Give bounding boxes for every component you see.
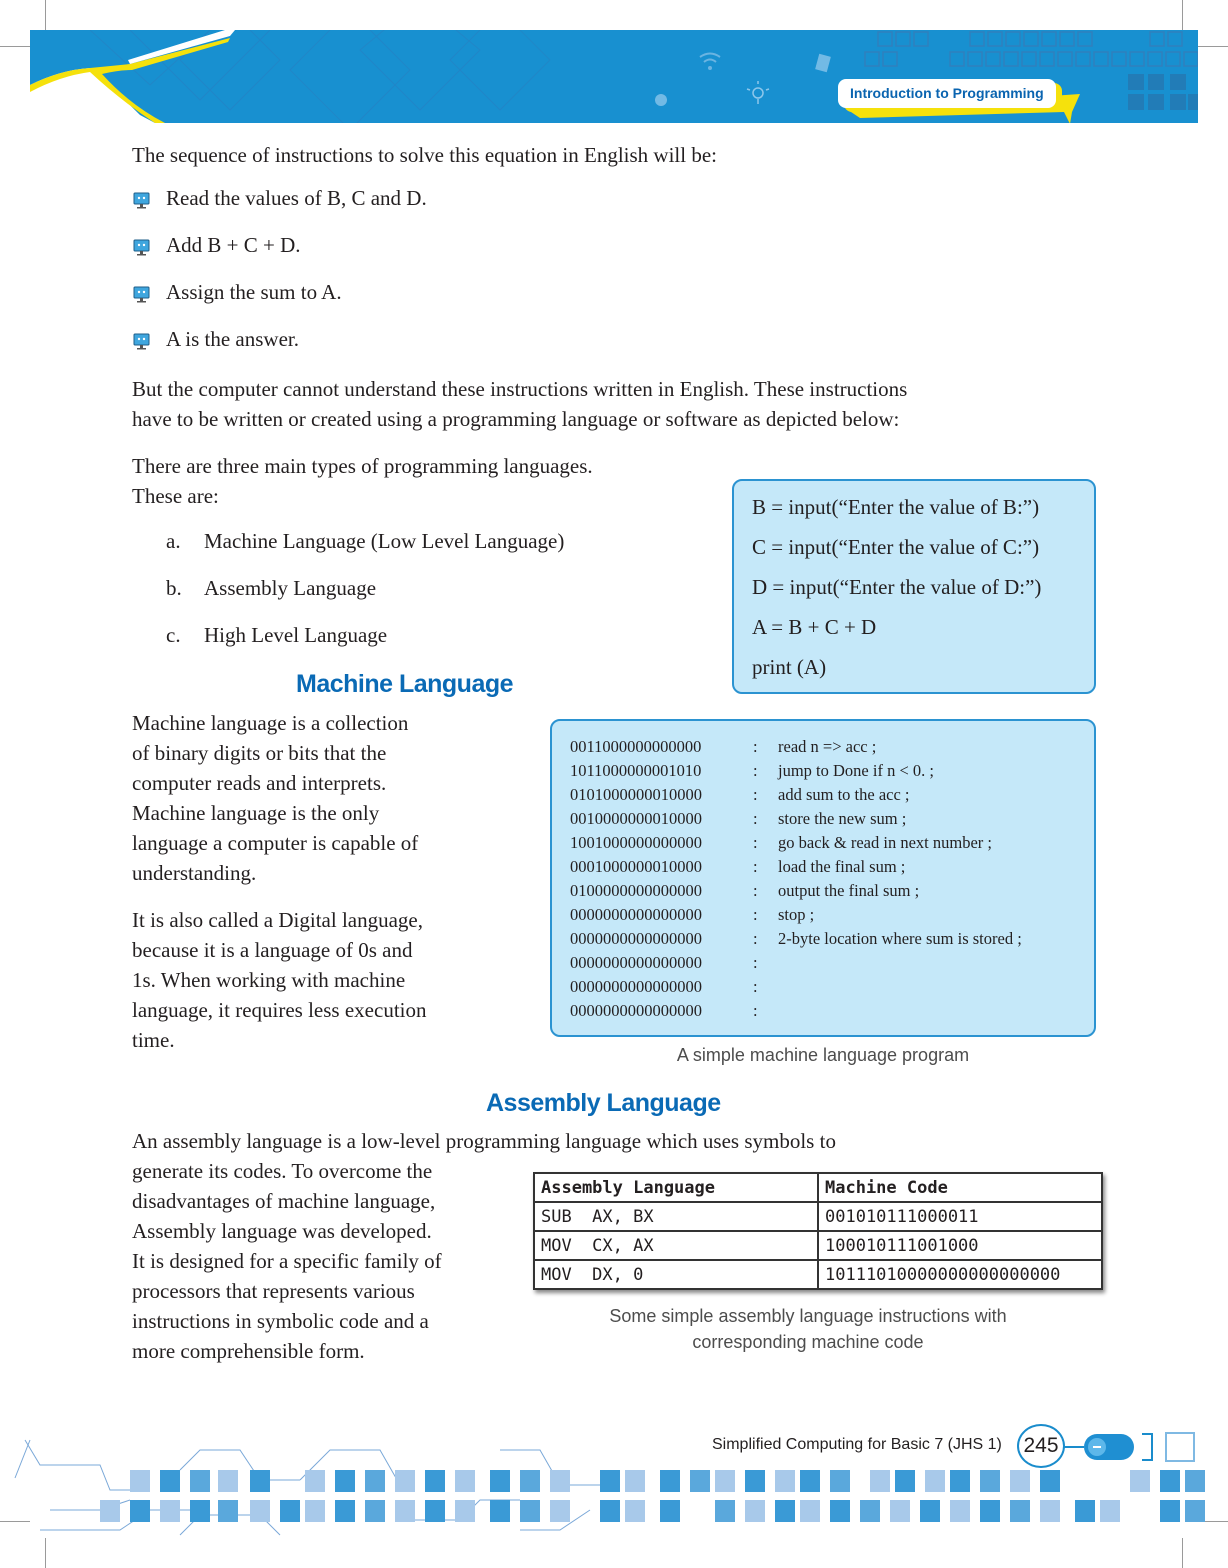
footer-square bbox=[1040, 1470, 1060, 1492]
table-cell: MOV DX, 0 bbox=[534, 1260, 818, 1289]
banner-decoration bbox=[30, 30, 1198, 123]
separator: : bbox=[753, 881, 758, 900]
code-comment: 2-byte location where sum is stored ; bbox=[778, 929, 1022, 948]
binary-code: 0000000000000000 bbox=[570, 953, 702, 972]
machine-code-row bbox=[570, 809, 906, 829]
computer-mascot-icon bbox=[132, 284, 152, 302]
footer-square bbox=[660, 1500, 680, 1522]
code-comment: jump to Done if n < 0. ; bbox=[778, 761, 934, 780]
footer-square bbox=[745, 1500, 765, 1522]
wifi-icon bbox=[700, 54, 720, 71]
globe-icon bbox=[655, 94, 667, 106]
machine-code-row bbox=[570, 833, 992, 853]
footer-square bbox=[190, 1500, 210, 1522]
page-number: 245 bbox=[1017, 1424, 1065, 1468]
footer-square bbox=[830, 1470, 850, 1492]
computer-paragraph-line: But the computer cannot understand these instructions written in English. These instructions bbox=[132, 377, 908, 401]
mouse-cable-icon bbox=[1062, 1430, 1202, 1466]
separator: : bbox=[753, 905, 758, 924]
computer-paragraph-line: have to be written or created using a programming language or software as depicted below: bbox=[132, 407, 900, 431]
machine-code-row bbox=[570, 737, 876, 757]
asm-para-line: instructions in symbolic code and a bbox=[132, 1309, 429, 1333]
footer-square bbox=[1160, 1470, 1180, 1492]
code-line: D = input(“Enter the value of D:”) bbox=[752, 575, 1042, 599]
machine-code-row bbox=[570, 977, 778, 997]
list-marker: b. bbox=[166, 576, 182, 600]
footer-square bbox=[800, 1500, 820, 1522]
code-comment: add sum to the acc ; bbox=[778, 785, 910, 804]
computer-mascot-icon bbox=[132, 331, 152, 349]
footer-square bbox=[305, 1470, 325, 1492]
footer-square bbox=[775, 1500, 795, 1522]
ml-para-line: Machine language is the only bbox=[132, 801, 380, 825]
table-cell: 001010111000011 bbox=[818, 1202, 1102, 1231]
footer-square bbox=[950, 1500, 970, 1522]
footer-square bbox=[335, 1470, 355, 1492]
binary-code: 0000000000000000 bbox=[570, 1001, 702, 1020]
step-list-item bbox=[132, 186, 427, 211]
footer-square bbox=[520, 1500, 540, 1522]
footer-square bbox=[395, 1470, 415, 1492]
binary-code: 0000000000000000 bbox=[570, 905, 702, 924]
machine-code-row bbox=[570, 761, 934, 781]
lightbulb-icon bbox=[747, 81, 769, 104]
binary-code: 0010000000010000 bbox=[570, 809, 702, 828]
separator: : bbox=[753, 833, 758, 852]
separator: : bbox=[753, 785, 758, 804]
footer-square bbox=[425, 1500, 445, 1522]
table-row bbox=[534, 1260, 1102, 1289]
ml-para-line: time. bbox=[132, 1028, 175, 1052]
footer-square bbox=[190, 1470, 210, 1492]
footer-square bbox=[950, 1470, 970, 1492]
footer-square bbox=[625, 1470, 645, 1492]
binary-code: 0000000000000000 bbox=[570, 929, 702, 948]
table-cell: SUB AX, BX bbox=[534, 1202, 818, 1231]
ml-para-line: It is also called a Digital language, bbox=[132, 908, 423, 932]
step-text: Add B + C + D. bbox=[166, 233, 301, 257]
footer-square bbox=[870, 1470, 890, 1492]
footer-square bbox=[775, 1470, 795, 1492]
machine-code-row bbox=[570, 1001, 778, 1021]
footer-square bbox=[365, 1470, 385, 1492]
list-marker: a. bbox=[166, 529, 181, 553]
separator: : bbox=[753, 929, 758, 948]
footer-square bbox=[1010, 1500, 1030, 1522]
step-list-item bbox=[132, 233, 301, 258]
code-comment: load the final sum ; bbox=[778, 857, 906, 876]
high-level-code-box bbox=[732, 479, 1096, 694]
crop-mark bbox=[1182, 1538, 1183, 1568]
footer-square bbox=[830, 1500, 850, 1522]
asm-para-line: more comprehensible form. bbox=[132, 1339, 365, 1363]
ml-para-line: language a computer is capable of bbox=[132, 831, 419, 855]
footer-square bbox=[895, 1470, 915, 1492]
list-label: High Level Language bbox=[204, 623, 388, 647]
crop-mark bbox=[1182, 0, 1183, 30]
machine-code-row bbox=[570, 857, 905, 877]
footer-square bbox=[1040, 1500, 1060, 1522]
footer-square bbox=[690, 1470, 710, 1492]
code-comment: store the new sum ; bbox=[778, 809, 907, 828]
footer-square bbox=[160, 1500, 180, 1522]
footer-square bbox=[920, 1500, 940, 1522]
footer-square bbox=[980, 1470, 1000, 1492]
code-line: print (A) bbox=[752, 655, 827, 679]
footer-square bbox=[1160, 1500, 1180, 1522]
footer-square bbox=[745, 1470, 765, 1492]
calculator-icon bbox=[815, 54, 831, 73]
machine-code-caption: A simple machine language program bbox=[676, 1045, 970, 1065]
step-text: Read the values of B, C and D. bbox=[166, 186, 427, 210]
ml-para-line: Machine language is a collection bbox=[132, 711, 409, 735]
footer-square bbox=[160, 1470, 180, 1492]
table-header-row bbox=[534, 1173, 1102, 1202]
footer-square bbox=[550, 1470, 570, 1492]
footer-square bbox=[395, 1500, 415, 1522]
footer-square bbox=[250, 1470, 270, 1492]
footer-square bbox=[130, 1500, 150, 1522]
footer-square bbox=[455, 1500, 475, 1522]
assembly-caption-line: corresponding machine code bbox=[692, 1332, 924, 1352]
chapter-title-badge: Introduction to Programming bbox=[838, 79, 1056, 108]
footer-square bbox=[925, 1470, 945, 1492]
step-text: Assign the sum to A. bbox=[166, 280, 342, 304]
footer-square bbox=[715, 1500, 735, 1522]
language-type-item bbox=[166, 529, 564, 554]
binary-code: 0000000000000000 bbox=[570, 977, 702, 996]
code-line: C = input(“Enter the value of C:”) bbox=[752, 535, 1040, 559]
table-cell: MOV CX, AX bbox=[534, 1231, 818, 1260]
footer-square bbox=[365, 1500, 385, 1522]
column-header: Machine Code bbox=[818, 1173, 1102, 1202]
footer-square bbox=[715, 1470, 735, 1492]
footer-square bbox=[1100, 1500, 1120, 1522]
separator: : bbox=[753, 737, 758, 756]
crop-mark bbox=[45, 1538, 46, 1568]
assembly-table bbox=[533, 1172, 1103, 1290]
footer-square bbox=[890, 1500, 910, 1522]
footer-square bbox=[660, 1470, 680, 1492]
table-row bbox=[534, 1231, 1102, 1260]
footer-square bbox=[490, 1470, 510, 1492]
machine-code-row bbox=[570, 929, 1022, 949]
book-title: Simplified Computing for Basic 7 (JHS 1) bbox=[712, 1436, 1002, 1453]
ml-para-line: computer reads and interprets. bbox=[132, 771, 387, 795]
footer-square bbox=[490, 1500, 510, 1522]
separator: : bbox=[753, 1001, 758, 1020]
footer-square bbox=[335, 1500, 355, 1522]
footer-square bbox=[800, 1470, 820, 1492]
footer-square bbox=[455, 1470, 475, 1492]
header-banner bbox=[30, 30, 1198, 123]
step-list-item bbox=[132, 327, 299, 352]
binary-code: 1011000000001010 bbox=[570, 761, 702, 780]
machine-code-row bbox=[570, 953, 778, 973]
footer-square bbox=[600, 1470, 620, 1492]
footer-square bbox=[425, 1470, 445, 1492]
table-cell: 100010111001000 bbox=[818, 1231, 1102, 1260]
machine-code-row bbox=[570, 785, 910, 805]
table-cell: 10111010000000000000000 bbox=[818, 1260, 1102, 1289]
language-type-item bbox=[166, 576, 376, 601]
binary-code: 0101000000010000 bbox=[570, 785, 702, 804]
footer-square bbox=[520, 1470, 540, 1492]
separator: : bbox=[753, 857, 758, 876]
separator: : bbox=[753, 761, 758, 780]
footer-square bbox=[280, 1500, 300, 1522]
code-line: A = B + C + D bbox=[752, 615, 877, 639]
asm-para-line: disadvantages of machine language, bbox=[132, 1189, 436, 1213]
binary-code: 0100000000000000 bbox=[570, 881, 702, 900]
types-intro-line: There are three main types of programming languages. bbox=[132, 454, 593, 478]
table-row bbox=[534, 1202, 1102, 1231]
crop-mark bbox=[0, 46, 30, 47]
assembly-language-heading: Assembly Language bbox=[486, 1089, 721, 1117]
footer-square bbox=[980, 1500, 1000, 1522]
binary-code: 0011000000000000 bbox=[570, 737, 702, 756]
assembly-caption-line: Some simple assembly language instructions with bbox=[609, 1306, 1007, 1326]
list-label: Assembly Language bbox=[204, 576, 377, 600]
crop-mark bbox=[45, 0, 46, 30]
ml-para-line: of binary digits or bits that the bbox=[132, 741, 387, 765]
footer-square bbox=[860, 1500, 880, 1522]
separator: : bbox=[753, 977, 758, 996]
computer-mascot-icon bbox=[132, 237, 152, 255]
separator: : bbox=[753, 809, 758, 828]
separator: : bbox=[753, 953, 758, 972]
footer-square bbox=[1185, 1470, 1205, 1492]
footer-square bbox=[625, 1500, 645, 1522]
footer-square bbox=[1185, 1500, 1205, 1522]
footer-square bbox=[218, 1500, 238, 1522]
binary-code: 1001000000000000 bbox=[570, 833, 702, 852]
step-text: A is the answer. bbox=[166, 327, 299, 351]
asm-para-line: generate its codes. To overcome the bbox=[132, 1159, 433, 1183]
computer-mascot-icon bbox=[132, 190, 152, 208]
code-comment: stop ; bbox=[778, 905, 815, 924]
footer-square bbox=[218, 1470, 238, 1492]
footer-square bbox=[1075, 1500, 1095, 1522]
footer-square bbox=[305, 1500, 325, 1522]
binary-code: 0001000000010000 bbox=[570, 857, 702, 876]
asm-para-line: An assembly language is a low-level programming language which uses symbols to bbox=[132, 1129, 836, 1153]
footer-square bbox=[130, 1470, 150, 1492]
code-comment: go back & read in next number ; bbox=[778, 833, 992, 852]
footer-square bbox=[1010, 1470, 1030, 1492]
footer-square bbox=[550, 1500, 570, 1522]
sequence-intro-text: The sequence of instructions to solve this equation in English will be: bbox=[132, 143, 717, 167]
list-marker: c. bbox=[166, 623, 181, 647]
step-list-item bbox=[132, 280, 342, 305]
machine-code-row bbox=[570, 881, 919, 901]
ml-para-line: 1s. When working with machine bbox=[132, 968, 406, 992]
language-type-item bbox=[166, 623, 387, 648]
asm-para-line: Assembly language was developed. bbox=[132, 1219, 432, 1243]
footer-square bbox=[600, 1500, 620, 1522]
footer-square bbox=[1130, 1470, 1150, 1492]
code-line: B = input(“Enter the value of B:”) bbox=[752, 495, 1040, 519]
ml-para-line: understanding. bbox=[132, 861, 257, 885]
footer-square bbox=[250, 1500, 270, 1522]
asm-para-line: processors that represents various bbox=[132, 1279, 415, 1303]
asm-para-line: It is designed for a specific family of bbox=[132, 1249, 442, 1273]
machine-code-row bbox=[570, 905, 814, 925]
list-label: Machine Language (Low Level Language) bbox=[204, 529, 565, 553]
machine-language-heading: Machine Language bbox=[296, 670, 514, 698]
types-intro-line: These are: bbox=[132, 484, 219, 508]
crop-mark bbox=[1198, 46, 1228, 47]
footer-square bbox=[100, 1500, 120, 1522]
ml-para-line: language, it requires less execution bbox=[132, 998, 427, 1022]
code-comment: output the final sum ; bbox=[778, 881, 920, 900]
ml-para-line: because it is a language of 0s and bbox=[132, 938, 413, 962]
machine-code-box bbox=[550, 719, 1096, 1037]
code-comment: read n => acc ; bbox=[778, 737, 877, 756]
column-header: Assembly Language bbox=[534, 1173, 818, 1202]
